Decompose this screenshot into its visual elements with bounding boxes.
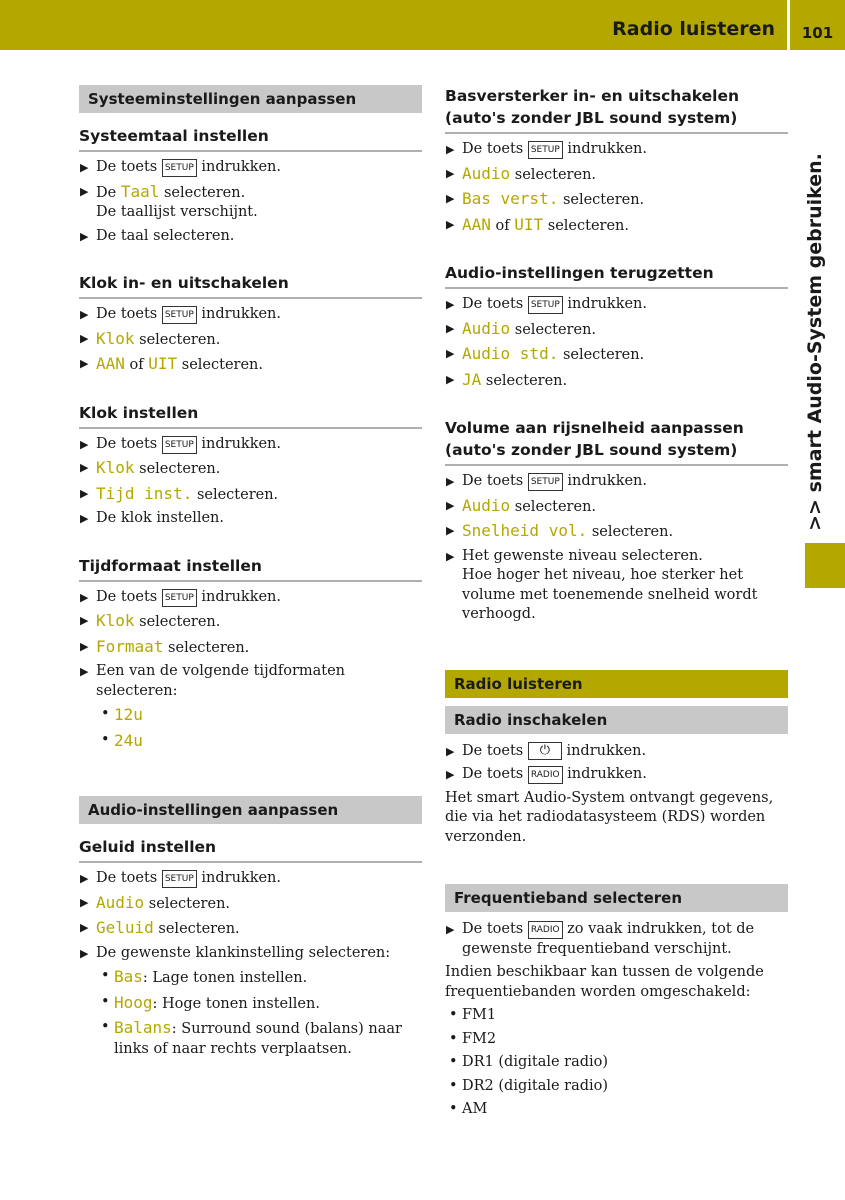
subsection-title: Systeemtaal instellen <box>79 125 422 152</box>
subsection-reset <box>445 262 788 391</box>
step: ▶ AAN of UIT selecteren. <box>79 354 422 376</box>
step: ▶ De toets RADIO zo vaak indrukken, tot de gewenste frequentieband verschijnt. <box>445 920 788 959</box>
subsection-tijdformaat <box>79 555 422 753</box>
step: ▶ AAN of UIT selecteren. <box>445 215 788 237</box>
right-column <box>445 85 788 1124</box>
subsection-title: Audio-instellingen terugzetten <box>445 262 788 289</box>
subsection-title: Basversterker in- en uitschakelen (auto's zonder JBL sound system) <box>445 85 788 134</box>
list-item: • Bas: Lage tonen instellen. <box>79 967 422 989</box>
setup-key: SETUP <box>162 306 197 324</box>
step: ▶ JA selecteren. <box>445 370 788 392</box>
page-title: Radio luisteren <box>612 18 775 40</box>
step: ▶ Snelheid vol. selecteren. <box>445 521 788 543</box>
display-text: UIT <box>148 354 178 373</box>
setup-key: SETUP <box>528 296 563 314</box>
step: ▶ De Taal selecteren. De taallijst verschijnt. <box>79 182 422 223</box>
left-column <box>79 85 422 1063</box>
display-text: Audio <box>462 163 511 183</box>
display-text: Taal <box>120 181 160 201</box>
section-header: Systeeminstellingen aanpassen <box>79 85 422 113</box>
list-item: • Hoog: Hoge tonen instellen. <box>79 993 422 1015</box>
step: ▶ Tijd inst. selecteren. <box>79 484 422 506</box>
step: ▶ Audio selecteren. <box>445 496 788 518</box>
header-bar <box>0 0 787 50</box>
display-text: Bas verst. <box>462 189 559 208</box>
setup-key: SETUP <box>162 436 197 454</box>
subsection-geluid <box>79 836 422 1059</box>
step: ▶ De toets RADIO indrukken. <box>445 765 788 785</box>
subsection-title: Tijdformaat instellen <box>79 555 422 582</box>
side-chapter-label <box>793 150 837 534</box>
paragraph: Het smart Audio-System ontvangt gegevens, die via het radiodatasysteem (RDS) worden verzonden. <box>445 789 774 845</box>
power-key-icon: ⏻ <box>528 742 562 760</box>
subsection-systeemtaal <box>79 125 422 246</box>
subsection-title: Klok instellen <box>79 402 422 429</box>
step: ▶ Audio std. selecteren. <box>445 344 788 366</box>
subsection-title: Klok in- en uitschakelen <box>79 272 422 299</box>
step: ▶ Audio selecteren. <box>79 893 422 915</box>
step: ▶ Bas verst. selecteren. <box>445 189 788 211</box>
side-chapter-text: >> smart Audio-System gebruiken. <box>804 153 826 531</box>
list-item: • AM <box>445 1100 788 1120</box>
section-header: Frequentieband selecteren <box>445 884 788 912</box>
step: ▶ De klok instellen. <box>79 509 422 529</box>
radio-key: RADIO <box>528 921 563 939</box>
setup-key: SETUP <box>528 141 563 159</box>
display-text: Geluid <box>96 918 154 937</box>
display-text: UIT <box>514 214 544 234</box>
step: ▶ Klok selecteren. <box>79 611 422 633</box>
subsection-title: Geluid instellen <box>79 836 422 863</box>
step: ▶ De toets SETUP indrukken. <box>79 869 422 889</box>
section-header: Radio inschakelen <box>445 706 788 734</box>
step: ▶ De toets SETUP indrukken. <box>445 295 788 315</box>
display-text: Audio <box>462 318 511 338</box>
display-text: Audio std. <box>462 344 559 363</box>
list-item: • FM2 <box>445 1030 788 1050</box>
subsection-frequentieband <box>445 920 788 1120</box>
subsection-title: Volume aan rijsnelheid aanpassen (auto's zonder JBL sound system) <box>445 417 788 466</box>
display-text: Audio <box>462 495 511 515</box>
step: ▶ De toets SETUP indrukken. <box>79 588 422 608</box>
section-header: Audio-instellingen aanpassen <box>79 796 422 824</box>
display-text: Tijd inst. <box>96 483 193 503</box>
display-text: Klok <box>96 458 135 477</box>
paragraph: Indien beschikbaar kan tussen de volgende frequentiebanden worden omgeschakeld: <box>445 964 764 1000</box>
list-item: • DR2 (digitale radio) <box>445 1077 788 1097</box>
step: ▶ Het gewenste niveau selecteren. Hoe hoger het niveau, hoe sterker het volume met toenemende snelheid wordt verhoogd. <box>445 547 788 625</box>
list-item: • DR1 (digitale radio) <box>445 1053 788 1073</box>
step: ▶ De toets SETUP indrukken. <box>79 435 422 455</box>
step: ▶ De gewenste klankinstelling selecteren: <box>79 944 422 964</box>
step: ▶ Een van de volgende tijdformaten selecteren: <box>79 662 422 701</box>
page-number: 101 <box>790 0 845 50</box>
subsection-klok-aan <box>79 272 422 376</box>
subsection-volume <box>445 417 788 625</box>
display-text: JA <box>462 369 482 389</box>
display-text: Audio <box>96 892 145 912</box>
setup-key: SETUP <box>162 159 197 177</box>
radio-key: RADIO <box>528 766 563 784</box>
display-text: Snelheid vol. <box>462 521 588 540</box>
setup-key: SETUP <box>528 473 563 491</box>
step: ▶ De toets ⏻ indrukken. <box>445 742 788 762</box>
side-tab-marker <box>805 543 845 588</box>
section-header-radio: Radio luisteren <box>445 670 788 698</box>
display-text: Klok <box>96 328 135 348</box>
step: ▶ De toets SETUP indrukken. <box>445 472 788 492</box>
subsection-basversterker <box>445 85 788 236</box>
display-text: Formaat <box>96 636 164 656</box>
step: ▶ Klok selecteren. <box>79 329 422 351</box>
setup-key: SETUP <box>162 589 197 607</box>
display-text: AAN <box>462 214 491 234</box>
subsection-inschakelen <box>445 742 788 848</box>
step: ▶ Formaat selecteren. <box>79 637 422 659</box>
step: ▶ De toets SETUP indrukken. <box>79 305 422 325</box>
step: ▶ Geluid selecteren. <box>79 918 422 940</box>
step: ▶ De taal selecteren. <box>79 227 422 247</box>
list-item: • Balans: Surround sound (balans) naar links of naar rechts verplaatsen. <box>79 1018 422 1059</box>
step: ▶ Audio selecteren. <box>445 319 788 341</box>
list-item: • 12u <box>79 705 422 727</box>
step: ▶ Audio selecteren. <box>445 164 788 186</box>
subsection-klok-instellen <box>79 402 422 529</box>
list-item: • FM1 <box>445 1006 788 1026</box>
step: ▶ Klok selecteren. <box>79 458 422 480</box>
step: ▶ De toets SETUP indrukken. <box>445 140 788 160</box>
display-text: AAN <box>96 354 125 373</box>
list-item: • 24u <box>79 731 422 753</box>
display-text: Klok <box>96 611 135 630</box>
setup-key: SETUP <box>162 870 197 888</box>
step: ▶ De toets SETUP indrukken. <box>79 158 422 178</box>
